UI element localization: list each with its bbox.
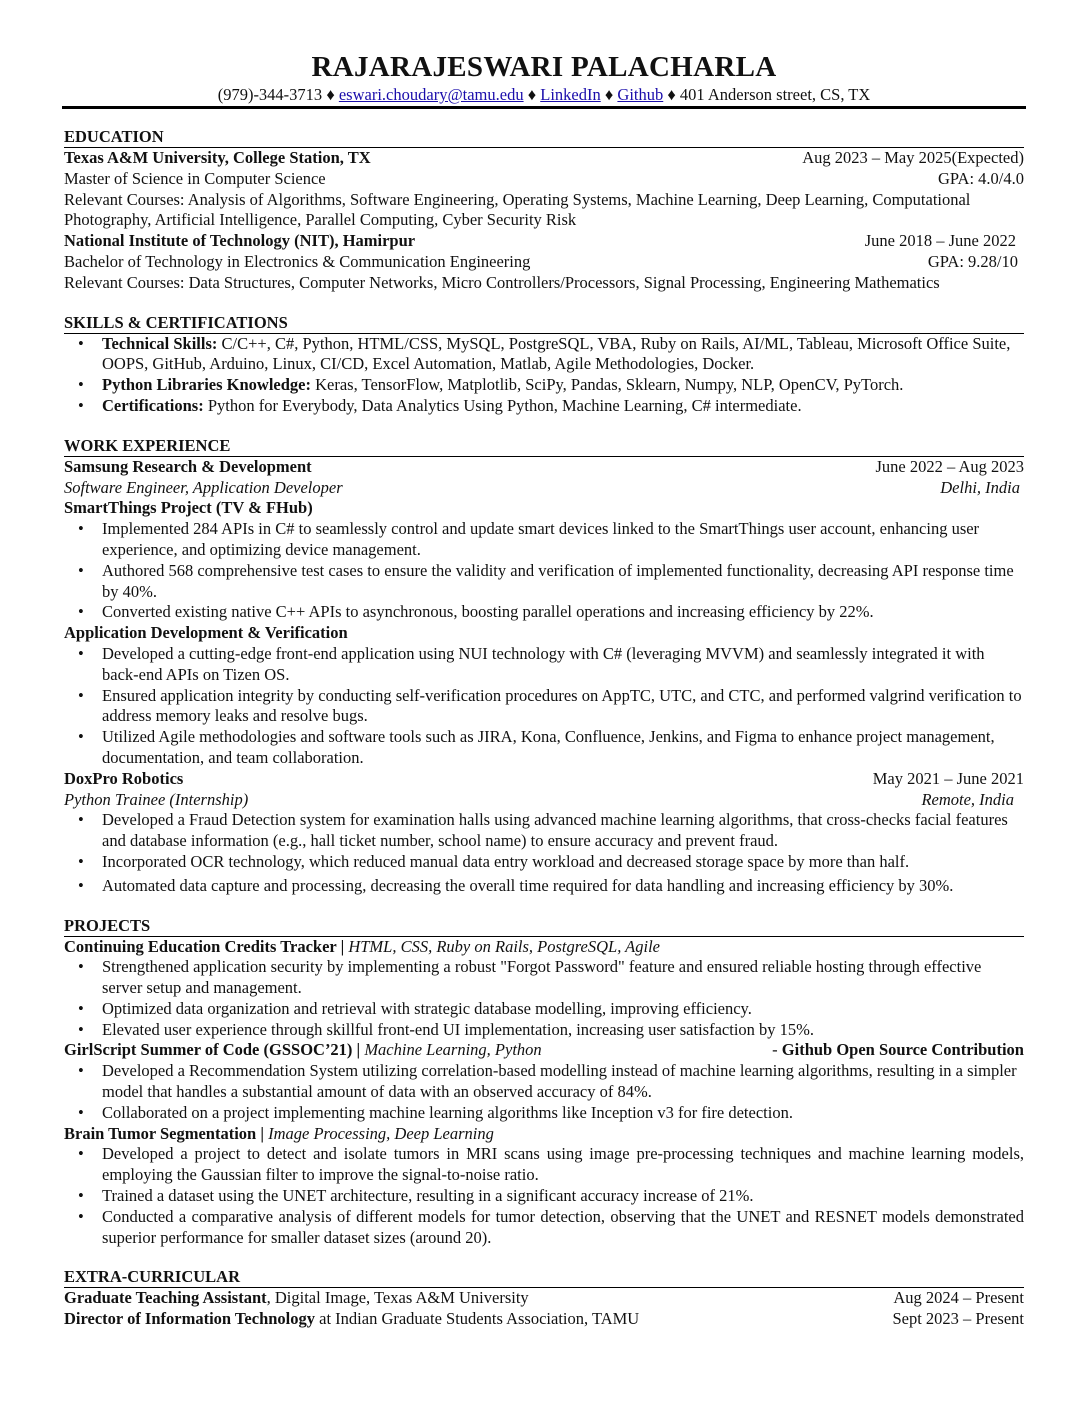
degree-row bbox=[64, 169, 1024, 190]
relevant-courses: Relevant Courses: Data Structures, Computer Networks, Micro Controllers/Processors, Signal Processing, Engineering Mathematics bbox=[64, 272, 940, 292]
project-tech: Image Processing, Deep Learning bbox=[268, 1123, 494, 1143]
diamond-separator-icon: ♦ bbox=[527, 85, 537, 104]
school-dates: June 2018 – June 2022 bbox=[864, 231, 1016, 251]
project-contribution: Github Open Source Contribution bbox=[781, 1040, 1024, 1060]
gpa: GPA: 4.0/4.0 bbox=[937, 168, 1024, 188]
school-row bbox=[64, 148, 1024, 169]
job-dates: May 2021 – June 2021 bbox=[872, 768, 1024, 788]
github-link[interactable]: Github bbox=[617, 85, 664, 104]
skill-label: Certifications: bbox=[102, 395, 204, 415]
contact-line bbox=[62, 85, 1026, 105]
diamond-separator-icon: ♦ bbox=[667, 85, 676, 104]
project-name: Brain Tumor Segmentation | bbox=[64, 1123, 264, 1143]
extra-desc: , Digital Image, Texas A&M University bbox=[266, 1288, 529, 1308]
resume-header bbox=[62, 50, 1026, 105]
list-item: • Converted existing native C++ APIs to asynchronous, boosting parallel operations and increasing efficiency by 22%. bbox=[64, 602, 1024, 623]
extra-row bbox=[64, 1288, 1024, 1309]
skills-list bbox=[64, 334, 1024, 417]
list-item bbox=[64, 375, 1024, 396]
project-name: GirlScript Summer of Code (GSSOC’21) | bbox=[64, 1040, 361, 1060]
list-item: • Developed a Fraud Detection system for examination halls using advanced machine learning algorithms, that cross-checks facial features and database information (e.g., hall ticket number, school name) to ensure accuracy and prevent fraud. bbox=[64, 810, 1024, 852]
section-title-projects: PROJECTS bbox=[64, 916, 1024, 937]
skill-label: Technical Skills: bbox=[102, 333, 218, 353]
job-row bbox=[64, 457, 1024, 478]
project-title-row bbox=[64, 1124, 1024, 1145]
extra-dates: Sept 2023 – Present bbox=[892, 1309, 1024, 1329]
linkedin-link[interactable]: LinkedIn bbox=[540, 85, 601, 104]
candidate-name: RAJARAJESWARI PALACHARLA bbox=[311, 51, 777, 83]
list-item: • Elevated user experience through skillful front-end UI implementation, increasing user satisfaction by 15%. bbox=[64, 1020, 1024, 1041]
list-item: • Developed a cutting-edge front-end application using NUI technology with C# (leveraging MVVM) and seamlessly integrated it with back-end APIs on Tizen OS. bbox=[64, 644, 1024, 686]
project-title-row bbox=[64, 1040, 1024, 1061]
email-link[interactable]: eswari.choudary@tamu.edu bbox=[338, 85, 524, 104]
gpa: GPA: 9.28/10 bbox=[927, 251, 1018, 271]
degree: Master of Science in Computer Science bbox=[64, 168, 326, 188]
list-item: • Implemented 284 APIs in C# to seamlessly control and update smart devices linked to the SmartThings user account, enhancing user experience, and optimizing device management. bbox=[64, 519, 1024, 561]
job-role: Software Engineer, Application Developer bbox=[64, 477, 343, 497]
project-heading: Application Development & Verification bbox=[64, 623, 348, 643]
role-row bbox=[64, 790, 1024, 811]
list-item bbox=[64, 334, 1024, 376]
bullet-list bbox=[64, 1144, 1024, 1248]
diamond-separator-icon: ♦ bbox=[326, 85, 335, 104]
school-row bbox=[64, 231, 1024, 252]
diamond-separator-icon: ♦ bbox=[604, 85, 614, 104]
header-divider bbox=[62, 106, 1026, 109]
bullet-list bbox=[64, 519, 1024, 623]
degree: Bachelor of Technology in Electronics & Communication Engineering bbox=[64, 251, 531, 271]
list-item: • Authored 568 comprehensive test cases to ensure the validity and verification of implemented functionality, decreasing API response time by 40%. bbox=[64, 561, 1024, 603]
extra-role: Director of Information Technology bbox=[64, 1309, 316, 1329]
bullet-list bbox=[64, 957, 1024, 1040]
list-item: • Strengthened application security by implementing a robust "Forgot Password" feature and ensured reliable hosting through effective server setup and management. bbox=[64, 957, 1024, 999]
list-item: • Collaborated on a project implementing machine learning algorithms like Inception v3 for fire detection. bbox=[64, 1103, 1024, 1124]
skill-text: Python for Everybody, Data Analytics Using Python, Machine Learning, C# intermediate. bbox=[207, 395, 802, 415]
extra-dates: Aug 2024 – Present bbox=[893, 1288, 1024, 1308]
resume-body bbox=[64, 127, 1024, 1330]
project-title-row bbox=[64, 937, 1024, 958]
skill-label: Python Libraries Knowledge: bbox=[102, 375, 311, 395]
list-item: • Optimized data organization and retrieval with strategic database modelling, improving efficiency. bbox=[64, 999, 1024, 1020]
section-title-skills: SKILLS & CERTIFICATIONS bbox=[64, 313, 1024, 334]
list-item bbox=[64, 396, 1024, 417]
list-item: • Utilized Agile methodologies and software tools such as JIRA, Kona, Confluence, Jenkins, and Figma to enhance project management, documentation, and team collaboration. bbox=[64, 727, 1024, 769]
list-item: • Developed a Recommendation System utilizing correlation-based modelling instead of machine learning algorithms, resulting in a simpler model that handles a substantial amount of data with an observed accuracy of 84%. bbox=[64, 1061, 1024, 1103]
company-name: DoxPro Robotics bbox=[64, 768, 184, 788]
school-name: Texas A&M University, College Station, TX bbox=[64, 148, 371, 167]
list-item: • Trained a dataset using the UNET architecture, resulting in a significant accuracy increase of 21%. bbox=[64, 1186, 1024, 1207]
bullet-list bbox=[64, 810, 1024, 896]
bullet-list bbox=[64, 1061, 1024, 1123]
list-item: • Automated data capture and processing, decreasing the overall time required for data handling and increasing efficiency by 30%. bbox=[64, 876, 1024, 897]
school-dates: Aug 2023 – May 2025(Expected) bbox=[802, 148, 1024, 167]
skill-text: C/C++, C#, Python, HTML/CSS, MySQL, PostgreSQL, VBA, Ruby on Rails, AI/ML, Tableau, Microsoft Office Suite, OOPS, GitHub, Arduino, Linux, CI/CD, Excel Automation, Matlab, Agile Methodologies, Docker. bbox=[102, 333, 1011, 374]
phone-number: (979)-344-3713 bbox=[217, 85, 323, 104]
job-row bbox=[64, 769, 1024, 790]
list-item: • Incorporated OCR technology, which reduced manual data entry workload and decreased storage space by more than half. bbox=[64, 852, 1024, 873]
bullet-list bbox=[64, 644, 1024, 769]
extra-role: Graduate Teaching Assistant bbox=[64, 1288, 267, 1308]
degree-row bbox=[64, 252, 1024, 273]
role-row bbox=[64, 478, 1024, 499]
list-item: • Ensured application integrity by conducting self-verification procedures on AppTC, UTC, and CTC, and performed valgrind verification to address memory leaks and resolve bugs. bbox=[64, 686, 1024, 728]
section-title-extra: EXTRA-CURRICULAR bbox=[64, 1267, 1024, 1288]
project-tech: Machine Learning, Python bbox=[364, 1040, 542, 1060]
project-tech: HTML, CSS, Ruby on Rails, PostgreSQL, Agile bbox=[348, 936, 660, 956]
job-dates: June 2022 – Aug 2023 bbox=[875, 456, 1024, 476]
project-name: Continuing Education Credits Tracker | bbox=[64, 936, 345, 956]
school-name: National Institute of Technology (NIT), Hamirpur bbox=[64, 231, 416, 251]
address: 401 Anderson street, CS, TX bbox=[679, 85, 871, 104]
list-item: • Developed a project to detect and isolate tumors in MRI scans using image pre-processing techniques and machine learning models, employing the Gaussian filter to improve the signal-to-noise ratio. bbox=[64, 1144, 1024, 1186]
company-name: Samsung Research & Development bbox=[64, 456, 312, 476]
job-role: Python Trainee (Internship) bbox=[64, 789, 249, 809]
extra-row bbox=[64, 1309, 1024, 1330]
skill-text: Keras, TensorFlow, Matplotlib, SciPy, Pandas, Sklearn, Numpy, NLP, OpenCV, PyTorch. bbox=[315, 375, 904, 395]
job-location: Remote, India bbox=[921, 789, 1014, 809]
relevant-courses: Relevant Courses: Analysis of Algorithms, Software Engineering, Operating Systems, Machine Learning, Deep Learning, Computational Photography, Artificial Intelligence, Parallel Computing, Cyber Security Risk bbox=[64, 189, 971, 230]
project-heading: SmartThings Project (TV & FHub) bbox=[64, 498, 313, 518]
section-title-education: EDUCATION bbox=[64, 127, 1024, 148]
list-item: • Conducted a comparative analysis of different models for tumor detection, observing that the UNET and RESNET models demonstrated superior performance for smaller dataset sizes (around 20). bbox=[64, 1207, 1024, 1249]
section-title-work: WORK EXPERIENCE bbox=[64, 436, 1024, 457]
dash: - bbox=[772, 1040, 778, 1060]
job-location: Delhi, India bbox=[940, 477, 1020, 497]
extra-desc: at Indian Graduate Students Association, TAMU bbox=[315, 1309, 640, 1329]
